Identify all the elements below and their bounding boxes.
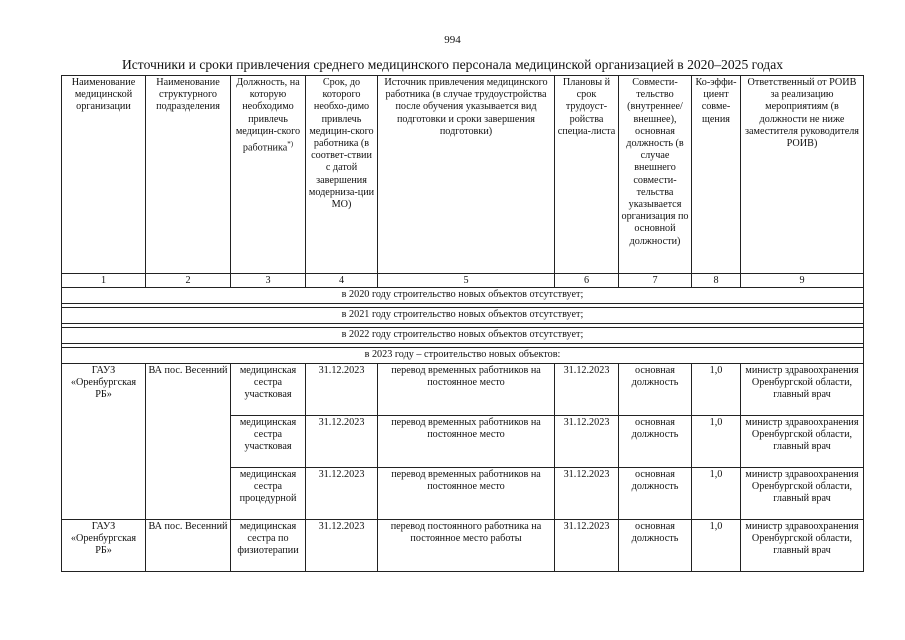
combination: основная должность (619, 468, 692, 520)
staffing-table (61, 75, 864, 572)
responsible: министр здравоохранения Оренбургской области, главный врач (741, 520, 864, 572)
header-org: Наименование медицинской организации (62, 76, 146, 274)
deadline: 31.12.2023 (306, 416, 378, 468)
position: медицинская сестра процедурной (231, 468, 306, 520)
year-note-2020: в 2020 году строительство новых объектов отсутствует; (62, 288, 864, 304)
year-note-2021: в 2021 году строительство новых объектов отсутствует; (62, 308, 864, 324)
responsible: министр здравоохранения Оренбургской области, главный врач (741, 468, 864, 520)
coefficient: 1,0 (692, 520, 741, 572)
planned-date: 31.12.2023 (555, 520, 619, 572)
responsible: министр здравоохранения Оренбургской области, главный врач (741, 416, 864, 468)
table-row (62, 364, 864, 416)
header-position: Должность, на которую необходимо привлечь медицин-ского работника*) (231, 76, 306, 274)
col-num: 1 (62, 274, 146, 288)
col-num: 7 (619, 274, 692, 288)
planned-date: 31.12.2023 (555, 364, 619, 416)
combination: основная должность (619, 416, 692, 468)
year-note-2022: в 2022 году строительство новых объектов отсутствует; (62, 328, 864, 344)
deadline: 31.12.2023 (306, 468, 378, 520)
header-responsible: Ответственный от РОИВ за реализацию мероприятиям (в должности не ниже заместителя руководителя РОИВ) (741, 76, 864, 274)
col-num: 6 (555, 274, 619, 288)
source: перевод временных работников на постоянное место (378, 416, 555, 468)
col-num: 8 (692, 274, 741, 288)
header-combination: Совмести-тельство (внутреннее/ внешнее), основная должность (в случае внешнего совмести-тельства указывается организация по основной должности) (619, 76, 692, 274)
coefficient: 1,0 (692, 468, 741, 520)
source: перевод временных работников на постоянное место (378, 364, 555, 416)
col-num: 3 (231, 274, 306, 288)
source: перевод постоянного работника на постоянное место работы (378, 520, 555, 572)
col-num: 2 (146, 274, 231, 288)
header-row (62, 76, 864, 274)
header-deadline: Срок, до которого необхо-димо привлечь медицин-ского работника (в соответ-ствии с датой завершения модерниза-ции МО) (306, 76, 378, 274)
col-num: 9 (741, 274, 864, 288)
combination: основная должность (619, 520, 692, 572)
deadline: 31.12.2023 (306, 364, 378, 416)
source: перевод временных работников на постоянное место (378, 468, 555, 520)
org-name: ГАУЗ «Оренбургская РБ» (62, 364, 146, 520)
document-title: Источники и сроки привлечения среднего медицинского персонала медицинской организацией в 2020–2025 годах (121, 57, 784, 72)
header-unit: Наименование структурного подразделения (146, 76, 231, 274)
coefficient: 1,0 (692, 364, 741, 416)
position: медицинская сестра по физиотерапии (231, 520, 306, 572)
col-num: 5 (378, 274, 555, 288)
unit-name: ВА пос. Весенний (146, 520, 231, 572)
planned-date: 31.12.2023 (555, 416, 619, 468)
position: медицинская сестра участковая (231, 364, 306, 416)
header-source: Источник привлечения медицинского работника (в случае трудоустройства после обучения указывается вид подготовки и сроки завершения подготовки) (378, 76, 555, 274)
org-name: ГАУЗ «Оренбургская РБ» (62, 520, 146, 572)
position: медицинская сестра участковая (231, 416, 306, 468)
coefficient: 1,0 (692, 416, 741, 468)
table-row (62, 520, 864, 572)
deadline: 31.12.2023 (306, 520, 378, 572)
col-num: 4 (306, 274, 378, 288)
combination: основная должность (619, 364, 692, 416)
page-number: 994 (444, 34, 461, 46)
footnote-mark: *) (287, 140, 294, 149)
year-note-2023: в 2023 году – строительство новых объектов: (62, 348, 864, 364)
header-planned: Плановы й срок трудоуст-ройства специа-листа (555, 76, 619, 274)
header-coef: Ко-эффи-циент совме-щения (692, 76, 741, 274)
planned-date: 31.12.2023 (555, 468, 619, 520)
column-numbers-row (62, 274, 864, 288)
unit-name: ВА пос. Весенний (146, 364, 231, 520)
responsible: министр здравоохранения Оренбургской области, главный врач (741, 364, 864, 416)
